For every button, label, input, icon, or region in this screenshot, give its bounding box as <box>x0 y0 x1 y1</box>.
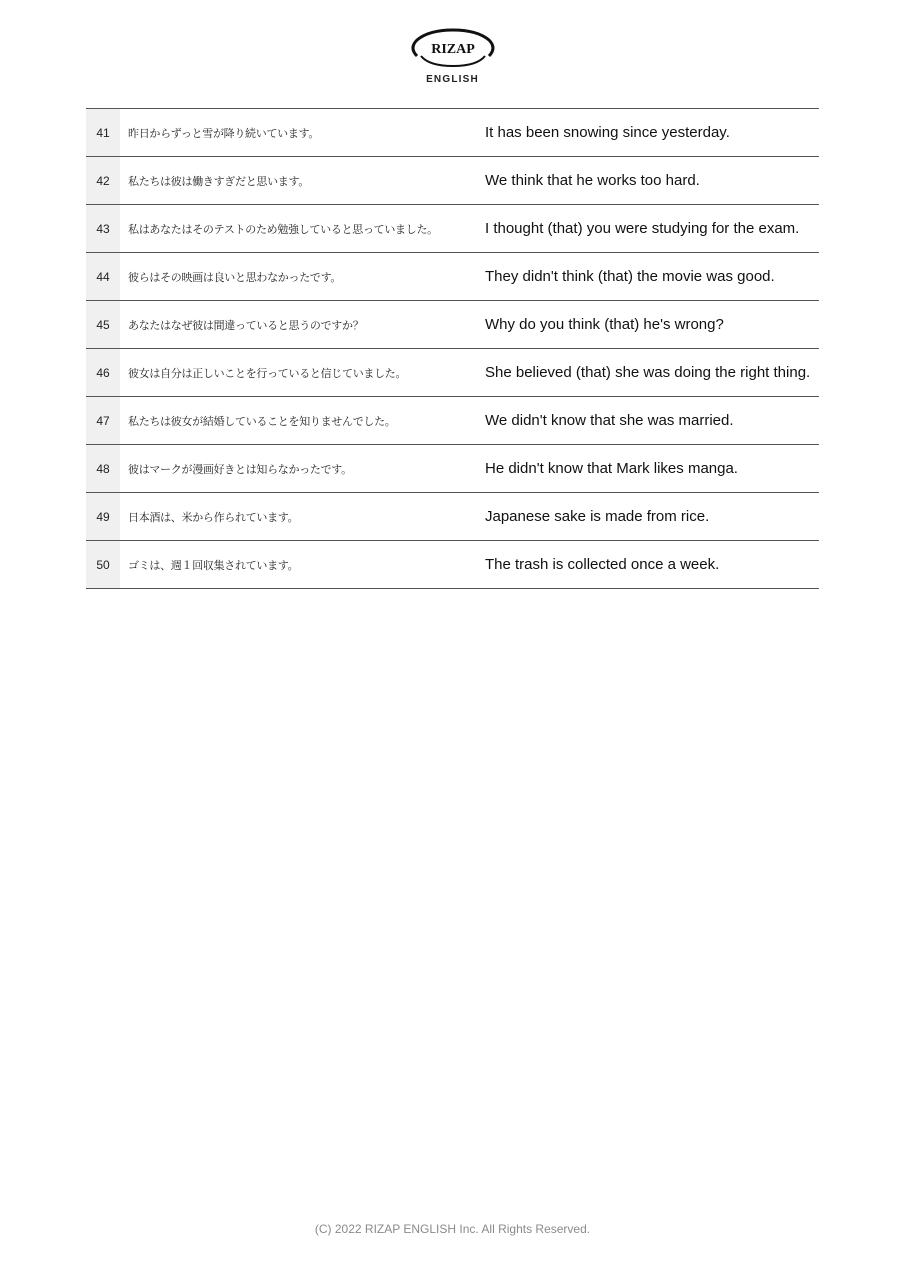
japanese-sentence: 私たちは彼は働きすぎだと思います。 <box>128 174 310 188</box>
english-sentence: She believed (that) she was doing the right thing. <box>485 364 811 381</box>
japanese-sentence: 私はあなたはそのテストのため勉強していると思っていました。 <box>128 222 438 236</box>
row-number: 41 <box>86 109 120 156</box>
row-number: 42 <box>86 157 120 204</box>
japanese-sentence: あなたはなぜ彼は間違っていると思うのですか？ <box>128 318 364 332</box>
row-number: 47 <box>86 397 120 444</box>
table-row <box>86 445 819 493</box>
table-row <box>86 157 819 205</box>
row-number: 48 <box>86 445 120 492</box>
english-sentence: The trash is collected once a week. <box>485 556 720 573</box>
copyright-footer: (C) 2022 RIZAP ENGLISH Inc. All Rights Reserved. <box>314 1222 591 1236</box>
english-sentence: He didn't know that Mark likes manga. <box>485 460 738 477</box>
english-sentence: We think that he works too hard. <box>485 172 700 189</box>
table-row <box>86 397 819 445</box>
table-row <box>86 493 819 541</box>
table-row <box>86 541 819 589</box>
japanese-sentence: 私たちは彼女が結婚していることを知りませんでした。 <box>128 414 396 428</box>
logo-wordmark: RIZAP <box>430 42 475 57</box>
japanese-sentence: 昨日からずっと雪が降り続いています。 <box>128 126 320 140</box>
table-row <box>86 205 819 253</box>
english-sentence: I thought (that) you were studying for the exam. <box>485 220 800 237</box>
row-number: 46 <box>86 349 120 396</box>
row-number: 43 <box>86 205 120 252</box>
japanese-sentence: 彼はマークが漫画好きとは知らなかったです。 <box>128 462 352 476</box>
table-row <box>86 301 819 349</box>
row-number: 49 <box>86 493 120 540</box>
table-row <box>86 253 819 301</box>
rizap-logo-icon <box>407 26 499 70</box>
japanese-sentence: 日本酒は、米から作られています。 <box>128 510 299 524</box>
english-sentence: Japanese sake is made from rice. <box>485 508 710 525</box>
brand-logo <box>0 26 905 85</box>
english-sentence: It has been snowing since yesterday. <box>485 124 730 141</box>
english-sentence: Why do you think (that) he's wrong? <box>485 316 724 333</box>
table-row <box>86 109 819 157</box>
row-number: 45 <box>86 301 120 348</box>
table-row <box>86 349 819 397</box>
sentence-table <box>86 108 819 589</box>
english-sentence: We didn't know that she was married. <box>485 412 734 429</box>
japanese-sentence: 彼らはその映画は良いと思わなかったです。 <box>128 270 342 284</box>
logo-subtitle: ENGLISH <box>426 74 479 85</box>
english-sentence: They didn't think (that) the movie was good. <box>485 268 775 285</box>
japanese-sentence: 彼女は自分は正しいことを行っていると信じていました。 <box>128 366 407 380</box>
row-number: 44 <box>86 253 120 300</box>
japanese-sentence: ゴミは、週１回収集されています。 <box>128 558 299 572</box>
row-number: 50 <box>86 541 120 588</box>
